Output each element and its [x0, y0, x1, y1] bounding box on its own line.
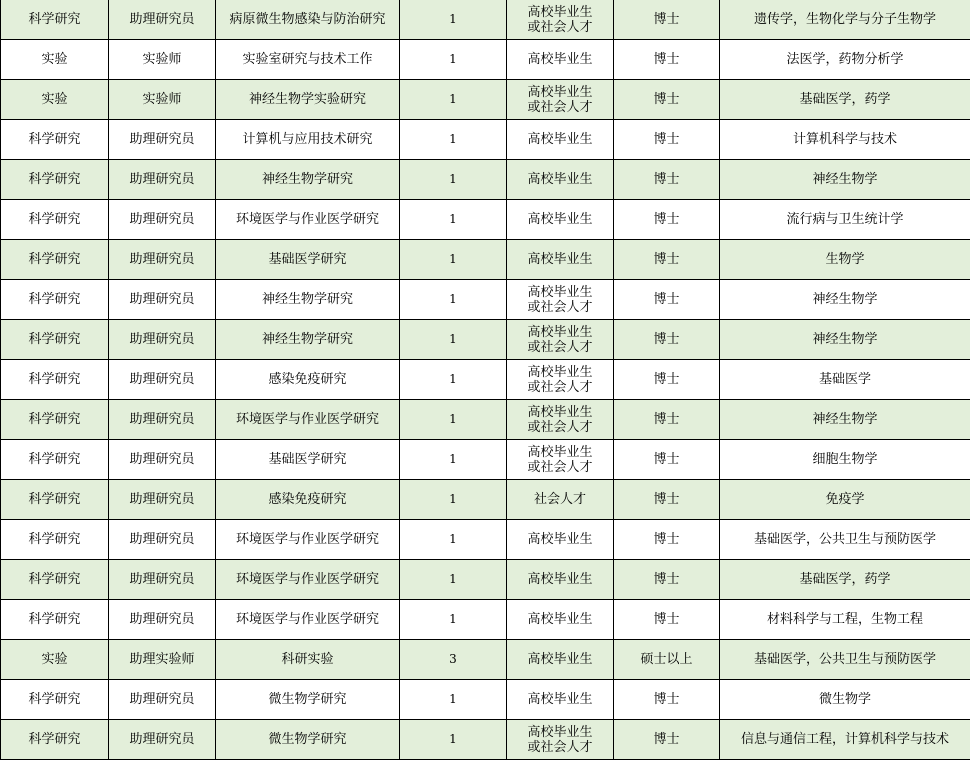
cell-degree: 博士	[614, 480, 720, 520]
cell-job-title: 助理研究员	[109, 480, 216, 520]
cell-job-title: 助理研究员	[109, 400, 216, 440]
cell-job-title: 助理研究员	[109, 560, 216, 600]
cell-major: 免疫学	[720, 480, 970, 520]
cell-major: 流行病与卫生统计学	[720, 200, 970, 240]
cell-job-title: 助理研究员	[109, 160, 216, 200]
cell-major: 遗传学，生物化学与分子生物学	[720, 0, 970, 40]
cell-research-direction: 实验室研究与技术工作	[216, 40, 400, 80]
cell-category: 科学研究	[1, 160, 109, 200]
cell-research-direction: 微生物学研究	[216, 680, 400, 720]
cell-degree: 博士	[614, 720, 720, 760]
cell-candidate-source: 高校毕业生	[507, 160, 614, 200]
cell-major: 基础医学，药学	[720, 80, 970, 120]
cell-category: 科学研究	[1, 320, 109, 360]
cell-headcount: 1	[400, 120, 507, 160]
cell-headcount: 1	[400, 200, 507, 240]
cell-category: 实验	[1, 40, 109, 80]
cell-job-title: 助理研究员	[109, 360, 216, 400]
cell-degree: 博士	[614, 0, 720, 40]
table-row	[1, 320, 970, 360]
cell-job-title: 助理研究员	[109, 280, 216, 320]
cell-headcount: 1	[400, 720, 507, 760]
cell-candidate-source: 高校毕业生	[507, 120, 614, 160]
cell-category: 科学研究	[1, 280, 109, 320]
cell-candidate-source: 高校毕业生 或社会人才	[507, 0, 614, 40]
cell-degree: 博士	[614, 680, 720, 720]
table-row	[1, 40, 970, 80]
cell-research-direction: 感染免疫研究	[216, 360, 400, 400]
cell-category: 科学研究	[1, 520, 109, 560]
table-row	[1, 720, 970, 760]
table-row	[1, 440, 970, 480]
cell-headcount: 1	[400, 240, 507, 280]
cell-job-title: 助理研究员	[109, 320, 216, 360]
cell-major: 计算机科学与技术	[720, 120, 970, 160]
cell-major: 基础医学，公共卫生与预防医学	[720, 640, 970, 680]
cell-headcount: 1	[400, 680, 507, 720]
cell-candidate-source: 高校毕业生 或社会人才	[507, 280, 614, 320]
cell-headcount: 3	[400, 640, 507, 680]
table-body	[1, 0, 970, 760]
cell-candidate-source: 高校毕业生	[507, 640, 614, 680]
cell-research-direction: 环境医学与作业医学研究	[216, 400, 400, 440]
table-row	[1, 640, 970, 680]
cell-degree: 博士	[614, 400, 720, 440]
cell-category: 科学研究	[1, 240, 109, 280]
cell-research-direction: 神经生物学研究	[216, 320, 400, 360]
table-row	[1, 200, 970, 240]
cell-category: 科学研究	[1, 720, 109, 760]
cell-candidate-source: 高校毕业生	[507, 680, 614, 720]
cell-major: 神经生物学	[720, 160, 970, 200]
table-row	[1, 480, 970, 520]
cell-major: 法医学，药物分析学	[720, 40, 970, 80]
cell-major: 细胞生物学	[720, 440, 970, 480]
cell-research-direction: 基础医学研究	[216, 240, 400, 280]
cell-job-title: 助理研究员	[109, 680, 216, 720]
cell-research-direction: 神经生物学实验研究	[216, 80, 400, 120]
table-row	[1, 360, 970, 400]
cell-degree: 博士	[614, 240, 720, 280]
cell-research-direction: 神经生物学研究	[216, 280, 400, 320]
cell-headcount: 1	[400, 440, 507, 480]
table-row	[1, 160, 970, 200]
cell-headcount: 1	[400, 360, 507, 400]
cell-research-direction: 科研实验	[216, 640, 400, 680]
cell-candidate-source: 社会人才	[507, 480, 614, 520]
cell-degree: 博士	[614, 160, 720, 200]
cell-research-direction: 计算机与应用技术研究	[216, 120, 400, 160]
table-row	[1, 80, 970, 120]
cell-candidate-source: 高校毕业生	[507, 40, 614, 80]
table-row	[1, 520, 970, 560]
table-row	[1, 400, 970, 440]
cell-degree: 博士	[614, 440, 720, 480]
cell-candidate-source: 高校毕业生 或社会人才	[507, 440, 614, 480]
cell-headcount: 1	[400, 40, 507, 80]
cell-research-direction: 环境医学与作业医学研究	[216, 560, 400, 600]
cell-category: 科学研究	[1, 600, 109, 640]
cell-headcount: 1	[400, 160, 507, 200]
cell-job-title: 助理研究员	[109, 200, 216, 240]
cell-job-title: 助理实验师	[109, 640, 216, 680]
cell-degree: 博士	[614, 40, 720, 80]
cell-headcount: 1	[400, 520, 507, 560]
cell-candidate-source: 高校毕业生	[507, 600, 614, 640]
cell-research-direction: 环境医学与作业医学研究	[216, 200, 400, 240]
cell-category: 科学研究	[1, 680, 109, 720]
cell-candidate-source: 高校毕业生	[507, 520, 614, 560]
cell-candidate-source: 高校毕业生	[507, 240, 614, 280]
cell-headcount: 1	[400, 400, 507, 440]
cell-degree: 博士	[614, 560, 720, 600]
cell-candidate-source: 高校毕业生	[507, 200, 614, 240]
cell-category: 科学研究	[1, 560, 109, 600]
cell-major: 神经生物学	[720, 400, 970, 440]
cell-degree: 博士	[614, 120, 720, 160]
cell-candidate-source: 高校毕业生	[507, 560, 614, 600]
cell-research-direction: 感染免疫研究	[216, 480, 400, 520]
cell-headcount: 1	[400, 320, 507, 360]
cell-research-direction: 病原微生物感染与防治研究	[216, 0, 400, 40]
table-row	[1, 560, 970, 600]
table-row	[1, 280, 970, 320]
cell-job-title: 助理研究员	[109, 600, 216, 640]
cell-degree: 博士	[614, 600, 720, 640]
cell-category: 科学研究	[1, 0, 109, 40]
cell-category: 科学研究	[1, 400, 109, 440]
cell-headcount: 1	[400, 0, 507, 40]
cell-major: 生物学	[720, 240, 970, 280]
cell-research-direction: 微生物学研究	[216, 720, 400, 760]
cell-major: 材料科学与工程，生物工程	[720, 600, 970, 640]
cell-job-title: 实验师	[109, 80, 216, 120]
cell-major: 微生物学	[720, 680, 970, 720]
cell-research-direction: 基础医学研究	[216, 440, 400, 480]
cell-major: 基础医学	[720, 360, 970, 400]
table-row	[1, 680, 970, 720]
cell-major: 神经生物学	[720, 280, 970, 320]
cell-job-title: 实验师	[109, 40, 216, 80]
cell-headcount: 1	[400, 480, 507, 520]
cell-job-title: 助理研究员	[109, 240, 216, 280]
cell-job-title: 助理研究员	[109, 720, 216, 760]
cell-degree: 博士	[614, 320, 720, 360]
cell-degree: 硕士以上	[614, 640, 720, 680]
cell-degree: 博士	[614, 200, 720, 240]
cell-research-direction: 环境医学与作业医学研究	[216, 520, 400, 560]
cell-headcount: 1	[400, 560, 507, 600]
cell-major: 信息与通信工程，计算机科学与技术	[720, 720, 970, 760]
table-row	[1, 240, 970, 280]
cell-research-direction: 神经生物学研究	[216, 160, 400, 200]
cell-candidate-source: 高校毕业生 或社会人才	[507, 360, 614, 400]
cell-category: 实验	[1, 640, 109, 680]
cell-research-direction: 环境医学与作业医学研究	[216, 600, 400, 640]
cell-category: 科学研究	[1, 480, 109, 520]
cell-job-title: 助理研究员	[109, 120, 216, 160]
cell-category: 实验	[1, 80, 109, 120]
cell-category: 科学研究	[1, 440, 109, 480]
cell-candidate-source: 高校毕业生 或社会人才	[507, 80, 614, 120]
table-row	[1, 0, 970, 40]
cell-job-title: 助理研究员	[109, 0, 216, 40]
cell-category: 科学研究	[1, 360, 109, 400]
cell-major: 基础医学，药学	[720, 560, 970, 600]
cell-job-title: 助理研究员	[109, 520, 216, 560]
cell-job-title: 助理研究员	[109, 440, 216, 480]
cell-category: 科学研究	[1, 200, 109, 240]
cell-major: 神经生物学	[720, 320, 970, 360]
cell-degree: 博士	[614, 520, 720, 560]
cell-category: 科学研究	[1, 120, 109, 160]
cell-degree: 博士	[614, 360, 720, 400]
table-row	[1, 120, 970, 160]
cell-degree: 博士	[614, 280, 720, 320]
cell-candidate-source: 高校毕业生 或社会人才	[507, 720, 614, 760]
cell-candidate-source: 高校毕业生 或社会人才	[507, 320, 614, 360]
cell-headcount: 1	[400, 80, 507, 120]
cell-headcount: 1	[400, 600, 507, 640]
cell-headcount: 1	[400, 280, 507, 320]
table-row	[1, 600, 970, 640]
cell-degree: 博士	[614, 80, 720, 120]
cell-major: 基础医学，公共卫生与预防医学	[720, 520, 970, 560]
cell-candidate-source: 高校毕业生 或社会人才	[507, 400, 614, 440]
